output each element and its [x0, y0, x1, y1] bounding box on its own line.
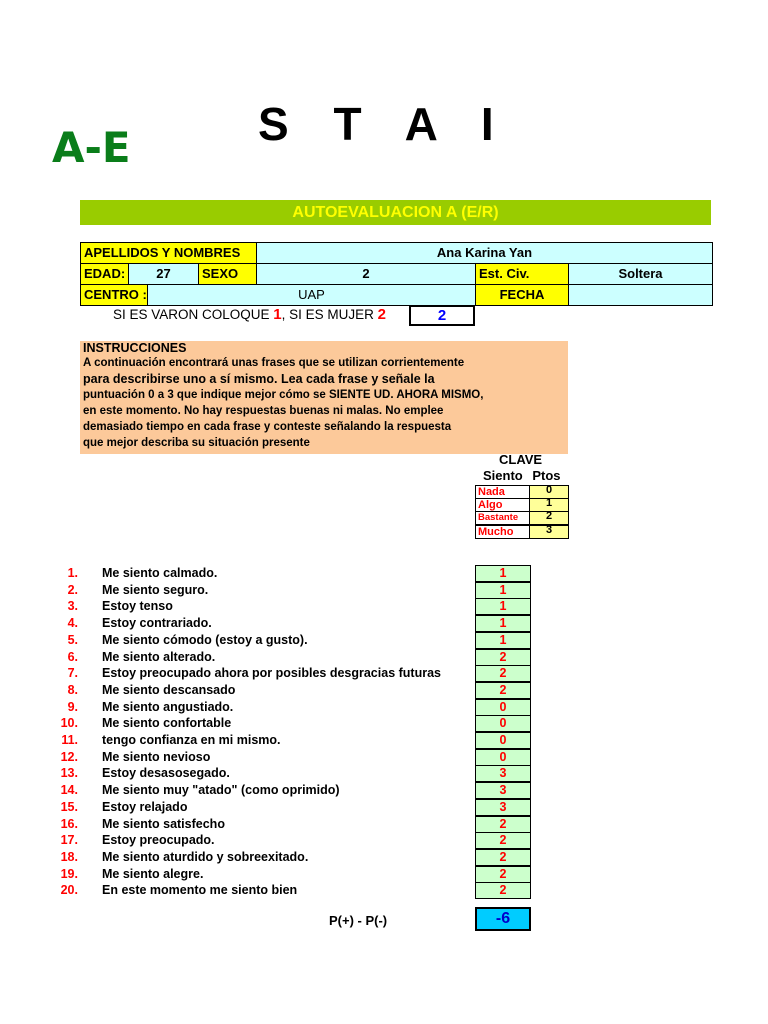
key-word: Bastante — [475, 511, 530, 525]
item-number: 7. — [67, 666, 78, 681]
key-word: Algo — [475, 498, 530, 512]
item-score[interactable]: 2 — [475, 665, 531, 682]
instructions-line: que mejor describa su situación presente — [83, 437, 310, 449]
item-text: Me siento aturdido y sobreexitado. — [102, 849, 309, 864]
total-label: P(+) - P(-) — [329, 913, 388, 928]
key-headers: Siento Ptos — [483, 468, 561, 483]
item-text: Estoy desasosegado. — [102, 766, 230, 781]
item-text: Me siento descansado — [102, 682, 236, 697]
item-score[interactable]: 0 — [475, 732, 531, 749]
item-text: Estoy tenso — [102, 599, 173, 614]
page-title: S T A I — [258, 98, 510, 150]
item-text: En este momento me siento bien — [102, 883, 298, 898]
item-score[interactable]: 0 — [475, 699, 531, 716]
key-points: 2 — [529, 511, 569, 525]
sex-note-text-b: , SI ES MUJER — [281, 307, 378, 322]
item-number: 19. — [60, 866, 78, 881]
sex-code-box[interactable]: 2 — [409, 305, 475, 326]
item-text: Me siento seguro. — [102, 582, 209, 597]
instructions-line: puntuación 0 a 3 que indique mejor cómo se SIENTE UD. AHORA MISMO, — [83, 389, 484, 401]
key-title: CLAVE — [499, 452, 543, 467]
item-number: 5. — [67, 632, 78, 647]
item-number: 3. — [67, 599, 78, 614]
item-score[interactable]: 2 — [475, 882, 531, 899]
item-number: 15. — [60, 799, 78, 814]
item-number: 8. — [67, 682, 78, 697]
item-text: Me siento confortable — [102, 716, 232, 731]
item-number: 2. — [67, 582, 78, 597]
age-field[interactable]: 27 — [128, 263, 199, 285]
item-score[interactable]: 2 — [475, 649, 531, 666]
item-number: 14. — [60, 783, 78, 798]
date-field[interactable] — [568, 284, 713, 306]
civil-status-label: Est. Civ. — [475, 263, 569, 285]
item-score[interactable]: 2 — [475, 849, 531, 866]
item-text: Estoy contrariado. — [102, 616, 212, 631]
sex-note-male-code: 1 — [273, 306, 282, 323]
instructions-line: en este momento. No hay respuestas buenas ni malas. No emplee — [83, 405, 444, 417]
instructions-line: demasiado tiempo en cada frase y conteste señalando la respuesta — [83, 421, 452, 433]
item-number: 13. — [60, 766, 78, 781]
instructions-title: INSTRUCCIONES — [83, 341, 187, 355]
item-number: 16. — [60, 816, 78, 831]
item-text: Me siento angustiado. — [102, 699, 234, 714]
name-label: APELLIDOS Y NOMBRES — [80, 242, 257, 264]
item-text: tengo confianza en mi mismo. — [102, 733, 281, 747]
name-field[interactable]: Ana Karina Yan — [256, 242, 713, 264]
civil-status-field[interactable]: Soltera — [568, 263, 713, 285]
section-banner: AUTOEVALUACION A (E/R) — [80, 200, 711, 225]
item-score[interactable]: 3 — [475, 765, 531, 782]
sex-note-female-code: 2 — [377, 306, 387, 323]
item-score[interactable]: 0 — [475, 749, 531, 766]
sex-label: SEXO — [198, 263, 257, 285]
item-number: 10. — [60, 716, 78, 731]
instructions-line: A continuación encontrará unas frases que se utilizan corrientemente — [83, 357, 465, 369]
key-points: 3 — [529, 525, 569, 539]
item-number: 11. — [61, 733, 78, 747]
item-score[interactable]: 2 — [475, 866, 531, 883]
center-field[interactable]: UAP — [147, 284, 476, 306]
item-score[interactable]: 1 — [475, 632, 531, 649]
age-label: EDAD: — [80, 263, 129, 285]
item-score[interactable]: 3 — [475, 799, 531, 816]
instructions-line: para describirse uno a sí mismo. Lea cada frase y señale la — [83, 372, 435, 386]
item-score[interactable]: 2 — [475, 816, 531, 833]
key-word: Mucho — [475, 525, 530, 539]
item-text: Estoy preocupado. — [102, 833, 215, 848]
total-score: -6 — [475, 907, 531, 931]
item-number: 20. — [60, 883, 78, 898]
item-text: Me siento nevioso — [102, 749, 211, 764]
sex-field[interactable]: 2 — [256, 263, 476, 285]
item-text: Estoy relajado — [102, 799, 188, 814]
sex-note-text-a: SI ES VARON COLOQUE — [113, 307, 274, 322]
item-text: Me siento cómodo (estoy a gusto). — [102, 632, 308, 647]
key-points: 0 — [529, 485, 569, 499]
center-label: CENTRO : — [80, 284, 148, 306]
item-score[interactable]: 3 — [475, 782, 531, 799]
item-text: Me siento muy "atado" (como oprimido) — [102, 783, 340, 798]
item-score[interactable]: 1 — [475, 598, 531, 615]
item-number: 9. — [67, 699, 78, 714]
item-score[interactable]: 1 — [475, 615, 531, 632]
date-label: FECHA — [475, 284, 569, 306]
item-score[interactable]: 2 — [475, 832, 531, 849]
item-number: 4. — [67, 616, 78, 631]
item-text: Me siento alegre. — [102, 866, 204, 881]
item-text: Me siento alterado. — [102, 649, 216, 664]
item-score[interactable]: 0 — [475, 715, 531, 732]
instructions-panel — [80, 341, 568, 454]
item-number: 17. — [60, 833, 78, 848]
item-text: Me siento calmado. — [102, 566, 218, 580]
item-text: Estoy preocupado ahora por posibles desgracias futuras — [102, 666, 441, 681]
item-number: 1. — [67, 566, 78, 580]
item-score[interactable]: 1 — [475, 582, 531, 599]
scale-logo: A-E — [52, 123, 131, 172]
sex-instruction — [113, 306, 386, 323]
item-score[interactable]: 1 — [475, 565, 531, 582]
key-word: Nada — [475, 485, 530, 499]
item-number: 6. — [67, 649, 78, 664]
item-score[interactable]: 2 — [475, 682, 531, 699]
item-number: 18. — [60, 849, 78, 864]
item-text: Me siento satisfecho — [102, 816, 225, 831]
item-number: 12. — [60, 749, 78, 764]
key-points: 1 — [529, 498, 569, 512]
